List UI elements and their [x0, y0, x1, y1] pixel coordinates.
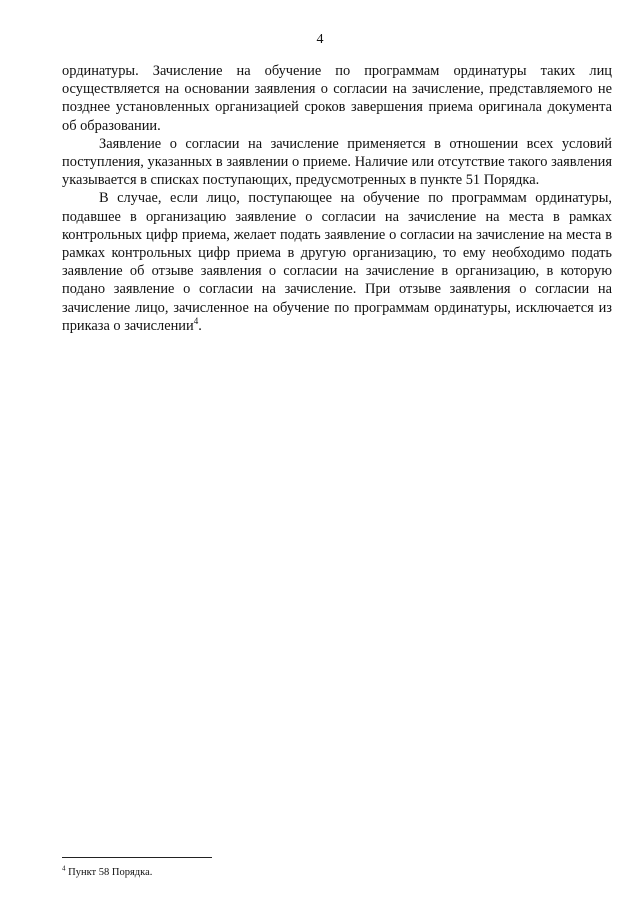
footnote-marker: 4 [62, 864, 66, 873]
body-text [62, 62, 612, 335]
paragraph-3: В случае, если лицо, поступающее на обучение по программам ординатуры, подавшее в организацию заявление о согласии на зачисление на места в рамках контрольных цифр приема, желает подать заявление о согласии на зачисление на места в рамках контрольных цифр приема в другую организацию, то ему необходимо подать заявление об отзыве заявления о согласии на зачисление в организацию, в которую подано заявление о согласии на зачисление. При отзыве заявления о согласии на зачисление лицо, зачисленное на обучение по программам ординатуры, исключается из приказа о зачислении$^4$. [62, 190, 612, 334]
footnote-text: Пункт 58 Порядка. [68, 867, 153, 878]
paragraph-1: ординатуры. Зачисление на обучение по программам ординатуры таких лиц осуществляется на основании заявления о согласии на зачисление, представляемого не позднее установленных организацией сроков завершения приема оригинала документа об образовании. [62, 63, 612, 134]
footnote [62, 866, 152, 879]
footnote-reference: 4 [193, 316, 199, 327]
page-number: 4 [316, 32, 324, 47]
paragraph-2: Заявление о согласии на зачисление применяется в отношении всех условий поступления, указанных в заявлении о приеме. Наличие или отсутствие такого заявления указывается в списках поступающих, предусмотренных в пункте 51 Порядка. [62, 135, 612, 189]
footnote-divider [62, 857, 212, 858]
paragraph-3-text: В случае, если лицо, поступающее на обучение по программам ординатуры, подавшее в организацию заявление о согласии на зачисление на места в рамках контрольных цифр приема, желает подать заявление о согласии на зачисление на места в рамках контрольных цифр приема в другую организацию, то ему необходимо подать заявление об отзыве заявления о согласии на зачисление в организацию, в которую подано заявление о согласии на зачисление. При отзыве заявления о согласии на зачисление лицо, зачисленное на обучение по программам ординатуры, исключается из приказа о зачислении [62, 190, 612, 334]
